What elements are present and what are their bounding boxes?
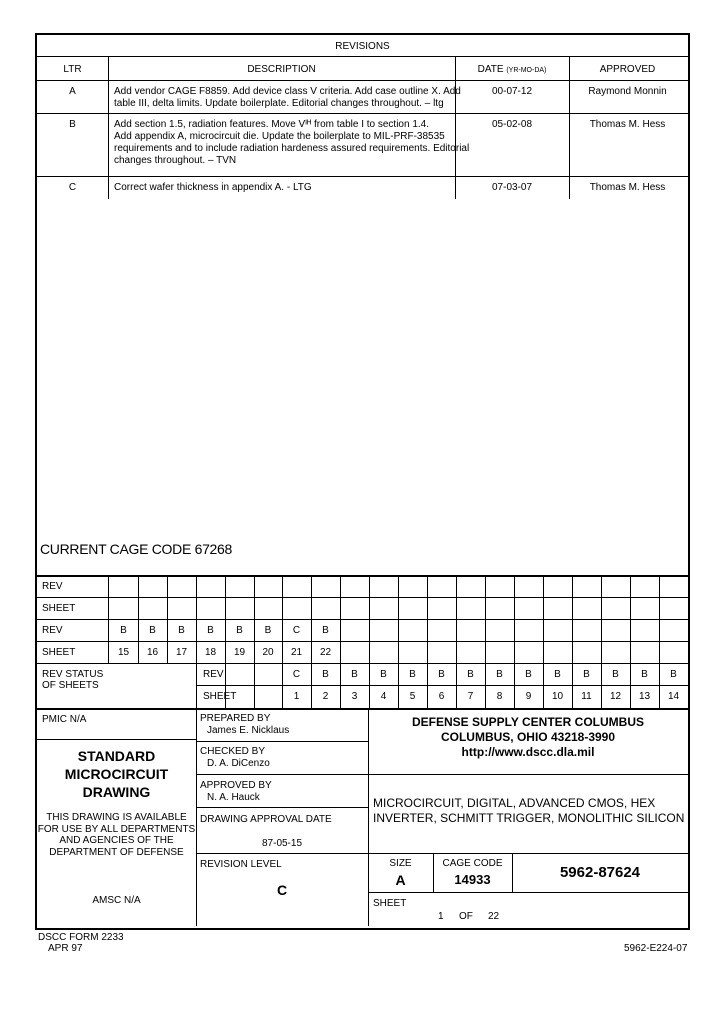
description-line: MICROCIRCUIT, DIGITAL, ADVANCED CMOS, HEX	[373, 796, 656, 810]
grid-line	[254, 575, 255, 708]
sheet-label: SHEET	[42, 603, 76, 614]
cage-code-value: 14933	[454, 872, 491, 887]
checked-name: D. A. DiCenzo	[207, 758, 270, 769]
cage-code-label: CAGE CODE	[442, 858, 503, 869]
rev-desc-line: Correct wafer thickness in appendix A. - LTG	[114, 182, 312, 193]
rev-desc-line: table III, delta limits. Update boilerplate. Editorial changes throughout. – ltg	[114, 98, 444, 109]
pmic: PMIC N/A	[42, 714, 87, 725]
grid-line	[369, 575, 370, 708]
size-label: SIZE	[389, 858, 412, 869]
rev-status-label: REV STATUS	[42, 669, 104, 680]
grid-sheet-cell: 19	[233, 647, 246, 658]
status-rev-cell: B	[380, 669, 387, 680]
availability-note	[37, 812, 196, 858]
approval-date: 87-05-15	[261, 838, 303, 849]
status-sheet-cell: 1	[293, 691, 300, 702]
header-date: DATE (YR-MO-DA)	[477, 64, 547, 75]
rev-desc-line: Add appendix A, microcircuit die. Update the boilerplate to MIL-PRF-38535	[114, 131, 445, 142]
status-sheet-cell: 4	[380, 691, 387, 702]
status-sheet-cell: 5	[409, 691, 416, 702]
grid-sheet-cell: 21	[290, 647, 303, 658]
status-sheet-cell: 8	[496, 691, 503, 702]
checked-label: CHECKED BY	[200, 746, 266, 757]
header-ltr: LTR	[63, 64, 82, 75]
grid-line	[282, 575, 283, 708]
sheet-label: SHEET	[42, 647, 76, 658]
status-rev-cell: B	[467, 669, 474, 680]
grid-line	[630, 575, 631, 708]
status-sheet-cell: 14	[667, 691, 680, 702]
title-line: DRAWING	[82, 784, 151, 800]
title-line: STANDARD	[77, 748, 156, 764]
grid-line	[340, 575, 341, 708]
grid-rev-cell: B	[149, 625, 156, 636]
status-rev-cell: B	[554, 669, 561, 680]
status-rev-cell: C	[292, 669, 301, 680]
description-line: INVERTER, SCHMITT TRIGGER, MONOLITHIC SILICON	[373, 811, 685, 825]
status-rev-cell: B	[641, 669, 648, 680]
availability-line: AND AGENCIES OF THE	[59, 835, 174, 846]
revision-level-label: REVISION LEVEL	[200, 859, 282, 870]
grid-line	[225, 575, 226, 708]
rev-ltr: C	[68, 182, 77, 193]
rev-ltr: B	[69, 119, 76, 130]
status-rev-cell: B	[525, 669, 532, 680]
grid-line	[659, 575, 660, 708]
rev-desc-line: changes throughout. – TVN	[114, 155, 237, 166]
status-sheet-cell: 13	[638, 691, 651, 702]
availability-line: FOR USE BY ALL DEPARTMENTS	[37, 823, 196, 835]
form-number: DSCC FORM 2233	[38, 932, 124, 943]
grid-line	[485, 575, 486, 708]
prepared-label: PREPARED BY	[200, 713, 271, 724]
status-sheet-cell: 12	[609, 691, 622, 702]
rev-date: 07-03-07	[491, 182, 533, 193]
status-sheet-cell: 7	[467, 691, 474, 702]
status-rev-cell: B	[496, 669, 503, 680]
header-description: DESCRIPTION	[247, 64, 316, 75]
rev-desc-line: Add section 1.5, radiation features. Move Vᴵᴴ from table I to section 1.4.	[114, 119, 430, 130]
rev-approver: Thomas M. Hess	[589, 182, 666, 193]
drawing-number: 5962-87624	[559, 864, 641, 881]
rev-label: REV	[42, 581, 63, 592]
approval-date-label: DRAWING APPROVAL DATE	[200, 814, 332, 825]
form-date: APR 97	[48, 943, 83, 954]
grid-sheet-cell: 17	[175, 647, 188, 658]
status-sheet-cell: 10	[551, 691, 564, 702]
status-rev-cell: B	[670, 669, 677, 680]
grid-sheet-cell: 16	[146, 647, 159, 658]
rev-label: REV	[42, 625, 63, 636]
rev-date: 05-02-08	[491, 119, 533, 130]
grid-line	[601, 575, 602, 708]
rev-approver: Raymond Monnin	[588, 86, 667, 97]
grid-sheet-cell: 20	[262, 647, 274, 658]
agency-name: DEFENSE SUPPLY CENTER COLUMBUS	[411, 715, 645, 729]
agency-url: http://www.dscc.dla.mil	[461, 745, 595, 759]
approved-name: N. A. Hauck	[207, 792, 260, 803]
standard-title	[37, 747, 196, 801]
rev-label: REV	[203, 669, 224, 680]
amsc: AMSC N/A	[92, 895, 141, 906]
status-rev-cell: B	[612, 669, 619, 680]
status-sheet-cell: 6	[438, 691, 445, 702]
grid-line	[572, 575, 573, 708]
grid-line	[311, 575, 312, 708]
sheet-number: 1	[438, 911, 444, 922]
grid-rev-cell: B	[236, 625, 243, 636]
rev-date: 00-07-12	[491, 86, 533, 97]
current-cage-code: CURRENT CAGE CODE 67268	[40, 541, 233, 557]
grid-sheet-cell: 18	[204, 647, 217, 658]
status-rev-cell: B	[351, 669, 358, 680]
sheet-total: 22	[488, 911, 500, 922]
sheet-label: SHEET	[373, 898, 407, 909]
grid-rev-cell: B	[264, 625, 272, 636]
grid-line	[514, 575, 515, 708]
rev-status-label: OF SHEETS	[42, 680, 99, 691]
rev-ltr: A	[69, 86, 76, 97]
status-rev-cell: B	[438, 669, 445, 680]
doc-id: 5962-E224-07	[624, 943, 688, 954]
status-sheet-cell: 2	[322, 691, 329, 702]
grid-rev-cell: B	[178, 625, 185, 636]
title-line: MICROCIRCUIT	[64, 766, 169, 782]
status-rev-cell: B	[322, 669, 329, 680]
grid-line	[196, 663, 197, 708]
grid-line	[427, 575, 428, 708]
approved-label: APPROVED BY	[200, 780, 272, 791]
drawing-description	[373, 796, 684, 826]
grid-rev-cell: B	[207, 625, 214, 636]
availability-line: THIS DRAWING IS AVAILABLE	[46, 812, 187, 823]
grid-line	[543, 575, 544, 708]
grid-sheet-cell: 22	[319, 647, 332, 658]
status-rev-cell: B	[409, 669, 416, 680]
grid-rev-cell: B	[120, 625, 127, 636]
status-rev-cell: B	[583, 669, 590, 680]
status-sheet-cell: 9	[525, 691, 532, 702]
sheet-of: OF	[459, 911, 473, 922]
grid-rev-cell: C	[292, 625, 301, 636]
rev-approver: Thomas M. Hess	[589, 119, 666, 130]
revision-level: C	[276, 882, 288, 898]
agency-address: COLUMBUS, OHIO 43218-3990	[440, 730, 616, 744]
grid-rev-cell: B	[322, 625, 329, 636]
size-value: A	[395, 872, 406, 888]
sheet-label: SHEET	[203, 691, 237, 702]
grid-sheet-cell: 15	[117, 647, 130, 658]
grid-line	[456, 575, 457, 708]
grid-line	[398, 575, 399, 708]
prepared-name: James E. Nicklaus	[207, 725, 290, 736]
status-sheet-cell: 11	[581, 691, 592, 702]
agency-block	[368, 715, 688, 760]
header-approved: APPROVED	[599, 64, 656, 75]
status-sheet-cell: 3	[351, 691, 358, 702]
availability-line: DEPARTMENT OF DEFENSE	[49, 846, 184, 858]
revisions-title: REVISIONS	[335, 41, 390, 52]
rev-desc-line: Add vendor CAGE F8859. Add device class V criteria. Add case outline X. Add	[114, 86, 461, 97]
rev-desc-line: requirements and to include radiation hardeness assured requirements. Editorial	[114, 143, 470, 154]
